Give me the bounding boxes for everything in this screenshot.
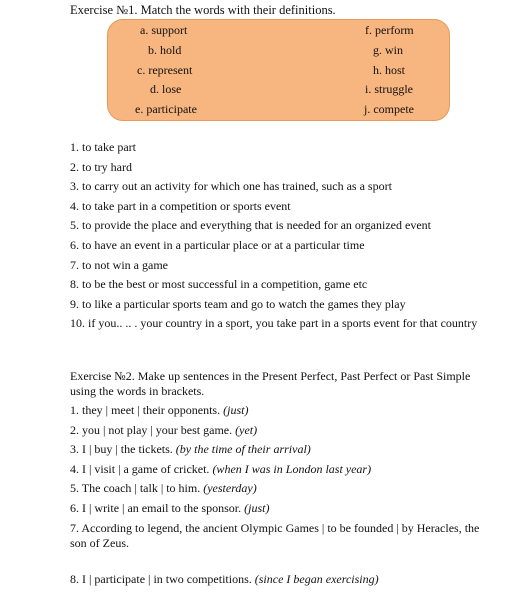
definition-item: 9. to like a particular sports team and go to watch the games they play [70,297,406,311]
item-hint: (just) [223,403,249,417]
word-b: b. hold [148,43,182,57]
item-hint: (just) [244,501,270,515]
exercise-2-item [70,572,490,587]
item-text: 5. The coach | talk | to him. [70,481,201,495]
exercise-2-item [70,403,490,418]
definition-item: 7. to not win a game [70,258,168,272]
item-hint: (when I was in London last year) [212,462,372,476]
item-text: 4. I | visit | a game of cricket. [70,462,210,476]
word-i: i. struggle [365,82,413,96]
item-hint: (by the time of their arrival) [175,442,311,456]
word-h: h. host [373,63,406,77]
item-text: 7. According to legend, the ancient Olympic Games | to be founded | by Heracles, the son of Zeus. [70,521,480,550]
word-bank [107,19,450,121]
definition-item: 5. to provide the place and everything that is needed for an organized event [70,218,431,232]
item-text: 6. I | write | an email to the sponsor. [70,501,242,515]
exercise-2-item [70,501,490,516]
word-f: f. perform [365,23,414,37]
word-a: a. support [140,23,188,37]
definition-item: 4. to take part in a competition or sports event [70,199,291,213]
word-c: c. represent [137,63,193,77]
definition-item: 6. to have an event in a particular place or at a particular time [70,238,365,252]
exercise-2-item [70,423,490,438]
word-d: d. lose [150,82,182,96]
item-text: 8. I | participate | in two competitions. [70,572,252,586]
item-text: 2. you | not play | your best game. [70,423,233,437]
definition-item: 8. to be the best or most successful in a competition, game etc [70,277,368,291]
item-hint: (yet) [235,423,258,437]
exercise-2-item [70,481,490,496]
definition-item: 1. to take part [70,140,136,154]
word-j: j. compete [364,102,414,116]
definition-item: 10. if you.. .. . your country in a sport, you take part in a sports event for that country [70,316,478,330]
exercise-2-title: Exercise №2. Make up sentences in the Present Perfect, Past Perfect or Past Simple using the words in brackets. [70,369,471,398]
item-hint: (yesterday) [203,481,257,495]
definition-item: 2. to try hard [70,160,132,174]
item-text: 3. I | buy | the tickets. [70,442,173,456]
exercise-2-item [70,521,490,551]
definition-item: 3. to carry out an activity for which one has trained, such as a sport [70,179,392,193]
word-e: e. participate [135,102,197,116]
exercise-2-item [70,462,490,477]
exercise-1-title: Exercise №1. Match the words with their definitions. [70,3,336,17]
item-text: 1. they | meet | their opponents. [70,403,221,417]
word-g: g. win [373,43,403,57]
item-hint: (since I began exercising) [254,572,379,586]
exercise-2-item [70,442,490,457]
